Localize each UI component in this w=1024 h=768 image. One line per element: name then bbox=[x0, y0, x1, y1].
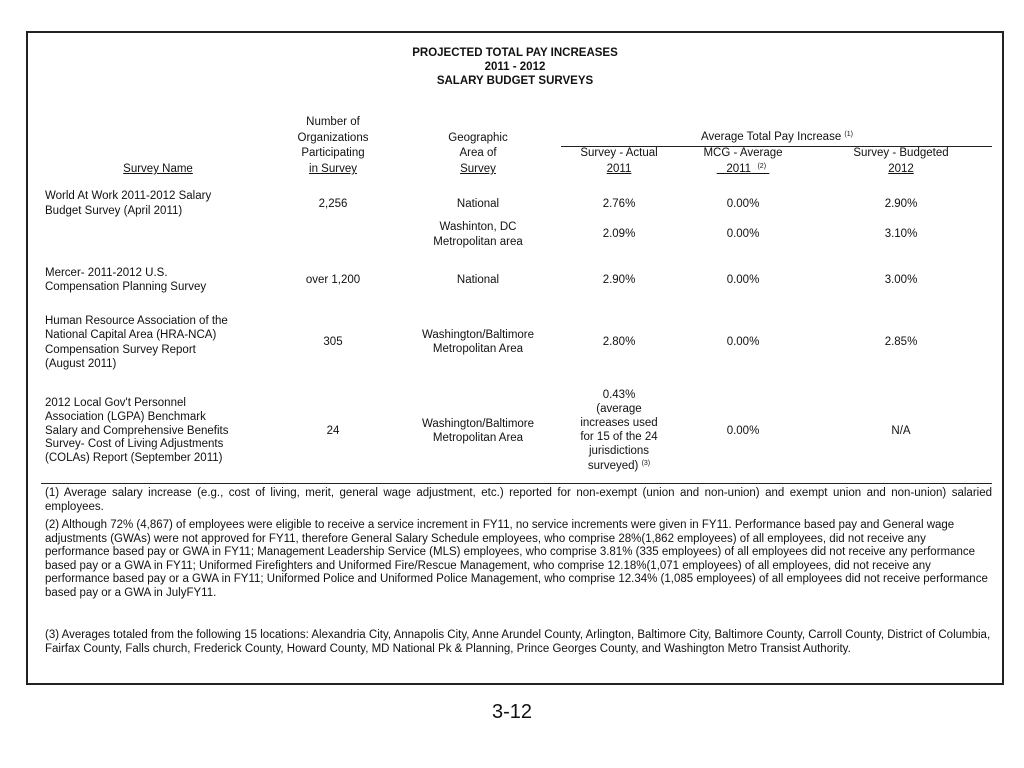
row-3-budgeted: 3.00% bbox=[884, 274, 918, 286]
row-4-name-line-2: National Capital Area (HRA-NCA) bbox=[45, 329, 217, 341]
row-3-actual: 2.90% bbox=[602, 274, 636, 286]
row-1-orgs: 2,256 bbox=[318, 198, 348, 210]
title-line-2: 2011 - 2012 bbox=[484, 61, 546, 73]
row-5-actual-line-5: jurisdictions bbox=[588, 445, 650, 457]
header-orgs-line-3: Participating bbox=[301, 147, 365, 159]
row-1-name-line-2: Budget Survey (April 2011) bbox=[45, 205, 183, 217]
header-actual-line-2: 2011 bbox=[606, 163, 632, 175]
row-4-actual: 2.80% bbox=[602, 336, 636, 348]
row-3-mcg: 0.00% bbox=[726, 274, 760, 286]
title-line-1: PROJECTED TOTAL PAY INCREASES bbox=[412, 47, 618, 59]
row-4-geo-line-1: Washington/Baltimore bbox=[421, 329, 535, 341]
row-5-name-line-2: Association (LGPA) Benchmark bbox=[45, 411, 206, 423]
row-5-name-line-3: Salary and Comprehensive Benefits bbox=[45, 425, 229, 437]
header-avg-group: Average Total Pay Increase $^{(1)}$ bbox=[701, 131, 853, 143]
row-5-orgs: 24 bbox=[326, 425, 340, 437]
header-geo-line-2: Area of bbox=[459, 147, 497, 159]
header-geo-line-1: Geographic bbox=[448, 132, 508, 144]
header-survey-name: Survey Name bbox=[123, 163, 193, 175]
title-line-3: SALARY BUDGET SURVEYS bbox=[436, 75, 594, 87]
footnote-1: (1) Average salary increase (e.g., cost of living, merit, general wage adjustment, etc.) reported for non-exempt (union and non-union) and exempt union and non-union) salaried employees. bbox=[45, 487, 992, 513]
row-2-geo-line-2: Metropolitan area bbox=[433, 236, 523, 248]
header-mcg-line-2: 2011 $^{(2)}$ bbox=[726, 163, 767, 175]
header-orgs-line-4: in Survey bbox=[309, 163, 357, 175]
row-4-budgeted: 2.85% bbox=[884, 336, 918, 348]
row-3-geo: National bbox=[456, 274, 500, 286]
row-5-actual-line-3: increases used bbox=[580, 417, 658, 429]
row-5-name-line-5: (COLAs) Report (September 2011) bbox=[45, 452, 223, 464]
header-geo-line-3: Survey bbox=[460, 163, 496, 175]
row-2-actual: 2.09% bbox=[602, 228, 636, 240]
row-3-name-line-1: Mercer- 2011-2012 U.S. bbox=[45, 267, 168, 279]
row-1-actual: 2.76% bbox=[602, 198, 636, 210]
row-1-mcg: 0.00% bbox=[726, 198, 760, 210]
row-5-name-line-1: 2012 Local Gov't Personnel bbox=[45, 397, 186, 409]
row-4-name-line-4: (August 2011) bbox=[45, 358, 117, 370]
row-5-geo-line-1: Washington/Baltimore bbox=[421, 418, 535, 430]
row-2-mcg: 0.00% bbox=[726, 228, 760, 240]
footnote-3: (3) Averages totaled from the following 15 locations: Alexandria City, Annapolis City, Anne Arundel County, Arlington, Baltimore City, Baltimore County, Carroll County, District of Columbia, Fairfax County, Falls church, Frederick County, Howard County, MD National Pk & Planning, Prince Georges County, and Washington Metro Transist Authority. bbox=[45, 629, 991, 655]
row-5-actual-line-2: (average bbox=[596, 403, 642, 415]
header-mcg-line-1: MCG - Average bbox=[703, 147, 783, 159]
row-1-budgeted: 2.90% bbox=[884, 198, 918, 210]
row-5-budgeted: N/A bbox=[891, 425, 911, 437]
row-5-actual-line-6: surveyed) $^{(3)}$ bbox=[587, 460, 651, 472]
header-actual-line-1: Survey - Actual bbox=[580, 147, 658, 159]
row-3-orgs: over 1,200 bbox=[305, 274, 361, 286]
row-4-geo-line-2: Metropolitan Area bbox=[432, 343, 524, 355]
row-5-mcg: 0.00% bbox=[726, 425, 760, 437]
avg-group-footnote-ref: (1) bbox=[844, 131, 853, 138]
row-4-name-line-1: Human Resource Association of the bbox=[45, 315, 228, 327]
footnote-rule bbox=[41, 483, 992, 484]
row-5-name-line-4: Survey- Cost of Living Adjustments bbox=[45, 438, 224, 450]
row-5-actual-line-4: for 15 of the 24 bbox=[580, 431, 658, 443]
row-5-footnote-ref: (3) bbox=[641, 460, 651, 467]
row-4-orgs: 305 bbox=[323, 336, 343, 348]
row-2-geo-line-1: Washinton, DC bbox=[439, 221, 517, 233]
row-2-budgeted: 3.10% bbox=[884, 228, 918, 240]
mcg-footnote-ref: (2) bbox=[757, 163, 767, 170]
row-4-mcg: 0.00% bbox=[726, 336, 760, 348]
row-3-name-line-2: Compensation Planning Survey bbox=[45, 281, 207, 293]
page-frame bbox=[26, 31, 1004, 685]
title-block bbox=[28, 46, 1002, 88]
footnote-2: (2) Although 72% (4,867) of employees were eligible to receive a service increment in FY11, no service increments were given in FY11. Performance based pay and General wage adjustments (GWAs) were not approved for FY11, therefore General Salary Schedule employees, who comprise 28%(1,862 employees) of all employees, did not receive any performance based pay or GWA in FY11; Management Leadership Service (MLS) employees, who comprise 3.81% (335 employees) of all employees did not receive any performance based pay or a GWA in FY11; Uniformed Firefighters and Uniformed Fire/Rescue Management, who comprise 12.18%(1,071 employees) of all employees, did not receive any performance based pay or a GWA in FY11; Uniformed Police and Uniformed Police Management, who comprise 12.34% (1,085 employees) of all employees did not receive performance based pay or a GWA in JulyFY11. bbox=[45, 519, 988, 599]
row-5-actual-line-1: 0.43% bbox=[602, 389, 636, 401]
header-budget-line-2: 2012 bbox=[888, 163, 914, 175]
page-number: 3-12 bbox=[491, 701, 533, 723]
row-1-name-line-1: World At Work 2011-2012 Salary bbox=[45, 190, 212, 202]
row-5-geo-line-2: Metropolitan Area bbox=[432, 432, 524, 444]
header-orgs-line-1: Number of bbox=[306, 116, 360, 128]
header-orgs-line-2: Organizations bbox=[297, 132, 369, 144]
header-budget-line-1: Survey - Budgeted bbox=[853, 147, 949, 159]
row-1-geo: National bbox=[456, 198, 500, 210]
row-4-name-line-3: Compensation Survey Report bbox=[45, 344, 196, 356]
